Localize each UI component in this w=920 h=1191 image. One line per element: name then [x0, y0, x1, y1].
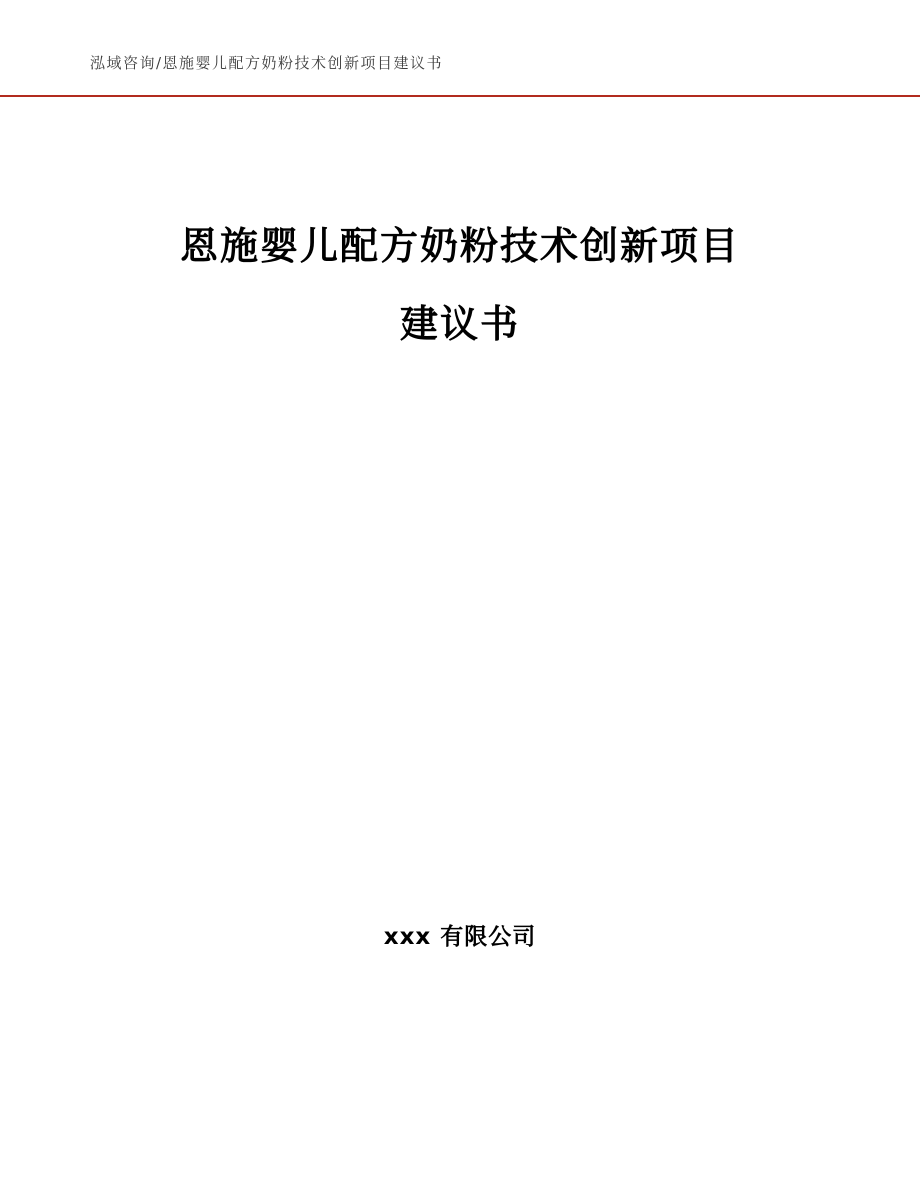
company-name: xxx 有限公司 [383, 924, 537, 950]
header-rule [0, 95, 920, 97]
document-title-line2: 建议书 [399, 302, 520, 346]
page-header-text: 泓域咨询/恩施婴儿配方奶粉技术创新项目建议书 [90, 54, 444, 72]
document-title-line1: 恩施婴儿配方奶粉技术创新项目 [179, 224, 740, 268]
